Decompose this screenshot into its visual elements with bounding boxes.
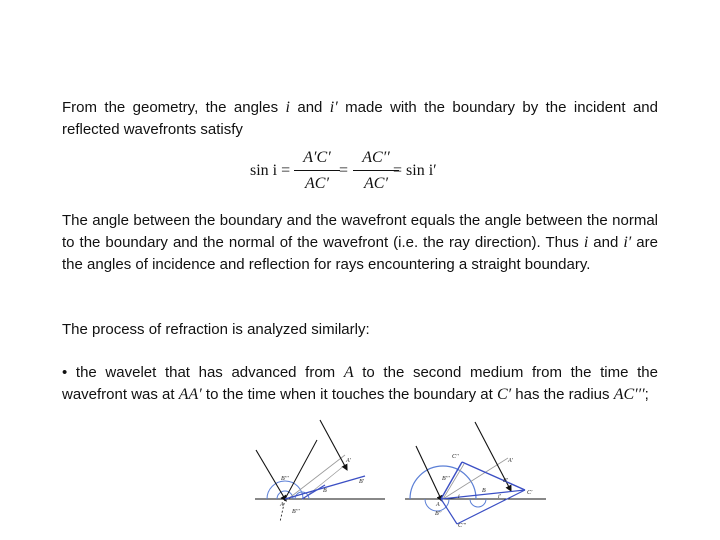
fraction-denominator: AC′: [305, 175, 329, 192]
equation-sin-i-prime: = sin i′: [393, 162, 437, 179]
text: The angle between the boundary and the wavefront equals the angle between the normal to the boundary and the normal of the wavefront (i.e. the ray direction). Thus: [62, 212, 658, 251]
math-var-i-prime: i′: [329, 99, 338, 116]
text: made with the boundary by the incident and reflected wavefronts satisfy: [62, 99, 658, 138]
wavelet-arc-lower: [470, 499, 486, 507]
text: the wavelet that has advanced from: [67, 364, 344, 381]
text: has the radius: [511, 386, 614, 403]
fraction-numerator: A′C′: [303, 149, 331, 166]
text: From the geometry, the angles: [62, 99, 286, 116]
text: and: [289, 99, 330, 116]
reflected-wavefront: [462, 462, 525, 490]
wavelet-arc: [267, 481, 303, 499]
label-c-triple-prime: C′′′: [458, 523, 466, 529]
label-a: A: [280, 502, 284, 508]
math-var-i: i: [285, 99, 290, 116]
wavelet-arc-large: [410, 466, 476, 499]
label-c-prime: C′: [527, 490, 533, 496]
incident-ray: [320, 420, 346, 468]
bullet: •: [62, 364, 68, 381]
text: are the angles of incidence and reflection for rays encountering a straight boundary.: [62, 234, 658, 273]
fraction-numerator: AC′′: [362, 149, 390, 166]
refracted-wavefront: [457, 490, 525, 524]
label-c-double-prime: C′′: [452, 454, 459, 460]
incident-ray: [256, 450, 285, 499]
label-b-prime: B′: [503, 478, 508, 484]
math-var-ac-triple-prime: AC′′′: [613, 386, 645, 403]
label-a-prime: A′: [346, 458, 351, 464]
label-angle-i: i: [458, 494, 460, 500]
equals-sign: =: [339, 162, 349, 179]
equation-sin-i: sin i =: [250, 162, 291, 179]
refracted-wavefront: [441, 499, 457, 524]
paragraph-refraction: The process of refraction is analyzed similarly:: [62, 321, 370, 338]
fraction-a-prime-c-prime: [294, 148, 340, 194]
label-b-triple-prime: B′′′: [442, 476, 450, 482]
math-var-aa-prime: AA′: [178, 386, 202, 403]
label-b: B: [323, 488, 327, 494]
text: and: [588, 234, 624, 251]
label-b-double-prime: B′′: [435, 511, 442, 517]
huygens-wavefront-diagrams: [250, 410, 560, 534]
math-var-i: i: [583, 234, 589, 251]
text: to the time when it touches the boundary at: [201, 386, 497, 403]
paragraph-wavelet-bullet: [62, 362, 658, 406]
label-b: B: [482, 488, 486, 494]
math-var-a: A: [343, 364, 354, 381]
fraction-denominator: AC′: [364, 175, 388, 192]
equation-sin: [0, 148, 720, 196]
fraction-bar: [294, 170, 340, 171]
refraction-diagram: [405, 422, 546, 529]
paragraph-geometry: [62, 97, 658, 141]
label-a-prime: A′: [508, 458, 513, 464]
text: to the second medium from the time the wavefront was at: [62, 364, 658, 403]
label-b-prime: B′: [359, 479, 364, 485]
label-b-triple-prime: B′′′: [281, 476, 289, 482]
label-b-triple-prime: B′′′: [292, 509, 300, 515]
text: ;: [644, 386, 649, 403]
incident-ray: [416, 446, 441, 499]
reflection-diagram: [255, 420, 385, 522]
paragraph-angles: [62, 210, 658, 276]
label-a: A: [436, 502, 440, 508]
math-var-c-prime: C′: [496, 386, 512, 403]
math-var-i-prime: i′: [623, 234, 632, 251]
wavefront-segment: [302, 485, 325, 499]
label-angle-i-prime: i′: [498, 494, 501, 500]
